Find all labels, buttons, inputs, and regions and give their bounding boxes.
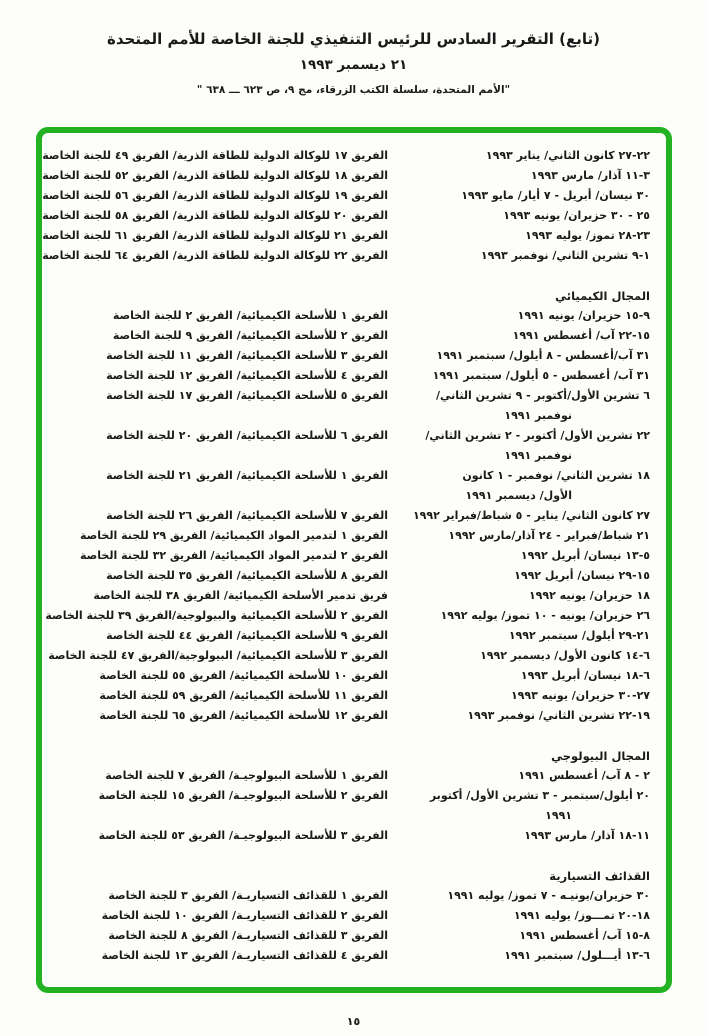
section-heading: القذائف التسيارية [549,869,650,883]
inspection-team: الفريق ١٧ للوكالة الدولية للطاقة الذرية/ الفريق ٤٩ للجنة الخاصة [42,149,388,162]
inspections-list [42,146,650,966]
inspection-date-line: ٢٣-٢٨ تموز/ يوليه ١٩٩٣ [525,229,650,242]
inspection-date [398,466,650,506]
inspection-team: الفريق ٢ للقذائف التسياريـة/ الفريق ١٠ للجنة الخاصة [101,909,388,922]
inspection-row [48,646,650,666]
document-header [0,0,707,96]
report-title: (تابع) التقرير السادس للرئيس التنفيذي للجنة الخاصة للأمم المتحدة [106,30,601,48]
inspection-date [398,666,650,686]
inspection-team: الفريق ٥ للأسلحة الكيميائية/ الفريق ١٧ للجنة الخاصة [106,389,388,402]
inspection-date-line: ٨-١٥ آب/ أغسطس ١٩٩١ [519,929,650,942]
inspection-date-line: ٦-١٣ أيـــلول/ سبتمبر ١٩٩١ [504,949,650,962]
inspection-date-cont: نوفمبر ١٩٩١ [504,409,572,422]
inspection-date [398,526,650,546]
inspection-date [398,626,650,646]
inspection-date-cont: الأول/ ديسمبر ١٩٩١ [465,489,572,502]
inspection-team: الفريق ١ للقذائف التسياريـة/ الفريق ٣ للجنة الخاصة [108,889,388,902]
inspection-date [398,686,650,706]
inspection-date-line: ٣٠ حزيران/يونيـه - ٧ تموز/ يوليه ١٩٩١ [447,889,650,902]
inspection-row [58,766,650,786]
inspection-date [398,206,650,226]
inspection-date [398,166,650,186]
inspection-date-line: ٣-١١ آذار/ مارس ١٩٩٣ [530,169,650,182]
inspection-row [58,626,650,646]
document-footer [0,1015,707,1028]
inspection-date-line: ٣١ آب/أغسطس - ٨ أيلول/ سبتمبر ١٩٩١ [436,349,650,362]
inspection-date [398,886,650,906]
inspection-date-line: ١٥-٢٢ آب/ أغسطس ١٩٩١ [512,329,650,342]
inspection-team: الفريق ٣ للقذائف التسياريـة/ الفريق ٨ للجنة الخاصة [108,929,388,942]
inspection-team: الفريق ٢ لتدمير المواد الكيميائية/ الفريق ٣٢ للجنة الخاصة [80,549,388,562]
inspection-date-line: ١٥-٢٩ نيسان/ أبريل ١٩٩٢ [514,569,650,582]
inspection-date-line: ٢١ شباط/فبراير - ٢٤ آذار/مارس ١٩٩٢ [448,529,650,542]
inspection-date [398,366,650,386]
inspection-team: الفريق ١٨ للوكالة الدولية للطاقة الذرية/ الفريق ٥٢ للجنة الخاصة [42,169,388,182]
inspection-date-line: ٢٧-٣٠ حزيران/ يونيه ١٩٩٣ [510,689,650,702]
inspection-team: الفريق ٣ للأسلحة البيولوجيـة/ الفريق ٥٣ للجنة الخاصة [98,829,388,842]
inspection-team: الفريق ٩ للأسلحة الكيميائية/ الفريق ٤٤ للجنة الخاصة [106,629,388,642]
inspection-date-line: ٢٢ تشرين الأول/ أكتوبر - ٢ تشرين الثاني/ [425,429,650,442]
inspection-row [58,386,650,426]
inspection-row [58,306,650,326]
inspection-date [398,386,650,426]
inspection-team: الفريق ٦ للأسلحة الكيميائية/ الفريق ٢٠ للجنة الخاصة [106,429,388,442]
inspection-date-line: ١-٩ تشرين الثاني/ نوفمبر ١٩٩٣ [480,249,650,262]
inspection-team: الفريق ١ لتدمير المواد الكيميائية/ الفريق ٢٩ للجنة الخاصة [80,529,388,542]
source-note: "الأمم المتحدة، سلسلة الكتب الزرقاء، مج ٩، ص ٦٢٣ ـــ ٦٣٨ " [196,84,511,96]
inspection-date [398,946,650,966]
inspection-date [398,146,650,166]
inspection-row [58,886,650,906]
inspection-team: الفريق ٢ للأسلحة البيولوجيـة/ الفريق ١٥ للجنة الخاصة [98,789,388,802]
report-date: ٢١ ديسمبر ١٩٩٣ [299,57,408,73]
inspection-date [398,546,650,566]
inspection-date-line: ٣٠ نيسان/ أبريل - ٧ أيار/ مايو ١٩٩٣ [461,189,650,202]
inspection-row [58,506,650,526]
inspection-team: الفريق ٢٠ للوكالة الدولية للطاقة الذرية/ الفريق ٥٨ للجنة الخاصة [42,209,388,222]
inspection-date [398,186,650,206]
inspection-row [58,526,650,546]
inspection-team: الفريق ٨ للأسلحة الكيميائية/ الفريق ٣٥ للجنة الخاصة [106,569,388,582]
section-heading: المجال البيولوجي [551,749,650,763]
inspection-row [58,566,650,586]
inspection-date [398,826,650,846]
inspection-row [58,466,650,506]
inspection-date [398,926,650,946]
inspection-section [58,866,650,966]
inspection-team: الفريق ٤ للقذائف التسياريـة/ الفريق ١٣ للجنة الخاصة [101,949,388,962]
inspection-date [398,786,650,826]
inspection-row [58,906,650,926]
inspection-team: الفريق ٢ للأسلحة الكيميائية/ الفريق ٩ للجنة الخاصة [112,329,388,342]
inspection-row [58,666,650,686]
inspection-row [58,946,650,966]
inspection-team: الفريق ١ للأسلحة البيولوجيـة/ الفريق ٧ للجنة الخاصة [105,769,388,782]
inspection-row [42,146,650,166]
inspection-team: الفريق ١ للأسلحة الكيميائية/ الفريق ٢ للجنة الخاصة [112,309,388,322]
inspection-row [58,826,650,846]
inspection-date-line: ٦-١٨ نيسان/ أبريل ١٩٩٣ [520,669,650,682]
inspection-row [42,166,650,186]
inspection-date-line: ٢٧ كانون الثاني/ يناير - ٥ شباط/فبراير ١٩٩٢ [412,509,650,522]
inspection-date-line: ٢ - ٨ آب/ أغسطس ١٩٩١ [518,769,650,782]
inspection-row [58,786,650,826]
inspection-date-line: ١٩-٢٢ تشرين الثاني/ نوفمبر ١٩٩٣ [467,709,650,722]
inspection-date [398,646,650,666]
inspection-date-line: ٦-١٤ كانون الأول/ ديسمبر ١٩٩٢ [480,649,650,662]
inspection-team: الفريق ٣ للأسلحة الكيميائية/ الفريق ١١ للجنة الخاصة [106,349,388,362]
inspection-date-line: ٩-١٥ حزيران/ يونيه ١٩٩١ [517,309,650,322]
inspection-row [42,186,650,206]
inspection-date [398,606,650,626]
inspection-team: الفريق ١١ للأسلحة الكيميائية/ الفريق ٥٩ للجنة الخاصة [99,689,388,702]
inspection-section [42,146,650,266]
inspection-date-line: ٦ تشرين الأول/أكتوبر - ٩ تشرين الثاني/ [435,389,650,402]
inspection-date [398,246,650,266]
inspection-team: فريق تدمير الأسلحة الكيميائية/ الفريق ٣٨ للجنة الخاصة [93,589,388,602]
inspection-row [42,206,650,226]
inspection-section [58,746,650,846]
inspection-row [58,546,650,566]
inspection-date [398,506,650,526]
inspection-date-line: ١٨ حزيران/ يونيه ١٩٩٢ [528,589,650,602]
inspection-date-line: ١٨-٢٠ تمـــوز/ يوليه ١٩٩١ [513,909,650,922]
inspection-date [398,226,650,246]
inspection-date [398,326,650,346]
inspection-team: الفريق ١٩ للوكالة الدولية للطاقة الذرية/ الفريق ٥٦ للجنة الخاصة [42,189,388,202]
inspection-date-line: ١٨ تشرين الثاني/ نوفمبر - ١ كانون [462,469,650,482]
inspection-date-line: ٣١ آب/ أغسطس - ٥ أيلول/ سبتمبر ١٩٩١ [432,369,650,382]
inspection-team: الفريق ٢ للأسلحة الكيميائية والبيولوجية/الفريق ٣٩ للجنة الخاصة [45,609,388,622]
inspection-row [58,926,650,946]
inspection-team: الفريق ١٠ للأسلحة الكيميائية/ الفريق ٥٥ للجنة الخاصة [99,669,388,682]
inspection-team: الفريق ٧ للأسلحة الكيميائية/ الفريق ٢٦ للجنة الخاصة [106,509,388,522]
inspection-row [58,426,650,466]
inspection-date-line: ٢٥ - ٣٠ حزيران/ يونيه ١٩٩٣ [503,209,650,222]
inspection-row [58,346,650,366]
inspection-team: الفريق ٢٢ للوكالة الدولية للطاقة الذرية/ الفريق ٦٤ للجنة الخاصة [42,249,388,262]
inspection-date-line: ٢٦ حزيران/ يونيه - ١٠ تموز/ يوليه ١٩٩٢ [440,609,650,622]
inspection-team: الفريق ١ للأسلحة الكيميائية/ الفريق ٢١ للجنة الخاصة [106,469,388,482]
section-heading: المجال الكيميائي [555,289,650,303]
inspection-team: الفريق ٢١ للوكالة الدولية للطاقة الذرية/ الفريق ٦١ للجنة الخاصة [42,229,388,242]
inspection-team: الفريق ٤ للأسلحة الكيميائية/ الفريق ١٢ للجنة الخاصة [106,369,388,382]
inspection-date [398,346,650,366]
inspection-date [398,906,650,926]
inspection-row [58,706,650,726]
inspection-date [398,766,650,786]
inspection-row [42,226,650,246]
inspection-date-line: ٢٢-٢٧ كانون الثاني/ يناير ١٩٩٣ [485,149,650,162]
inspections-box [36,127,672,993]
inspection-team: الفريق ٣ للأسلحة الكيميائية/ البيولوجية/الفريق ٤٧ للجنة الخاصة [48,649,388,662]
inspection-date [398,706,650,726]
inspection-date-line: ١١-١٨ آذار/ مارس ١٩٩٣ [524,829,650,842]
inspection-section [45,286,650,726]
inspection-date-line: ٥-١٣ نيسان/ أبريل ١٩٩٢ [520,549,650,562]
inspection-row [58,366,650,386]
inspection-date [398,426,650,466]
inspection-date [398,306,650,326]
inspection-date-cont: ١٩٩١ [545,809,572,822]
inspection-date-line: ٢١-٢٩ أيلول/ سبتمبر ١٩٩٢ [508,629,650,642]
inspection-row [45,606,650,626]
inspection-date [398,586,650,606]
inspection-row [58,686,650,706]
inspection-row [58,326,650,346]
page-number: ١٥ [346,1015,361,1028]
inspection-date [398,566,650,586]
inspection-row [42,246,650,266]
inspection-team: الفريق ١٢ للأسلحة الكيميائية/ الفريق ٦٥ للجنة الخاصة [99,709,388,722]
inspection-row [58,586,650,606]
inspection-date-cont: نوفمبر ١٩٩١ [504,449,572,462]
inspection-date-line: ٢٠ أيلول/سبتمبر - ٣ تشرين الأول/ أكتوبر [429,789,650,802]
